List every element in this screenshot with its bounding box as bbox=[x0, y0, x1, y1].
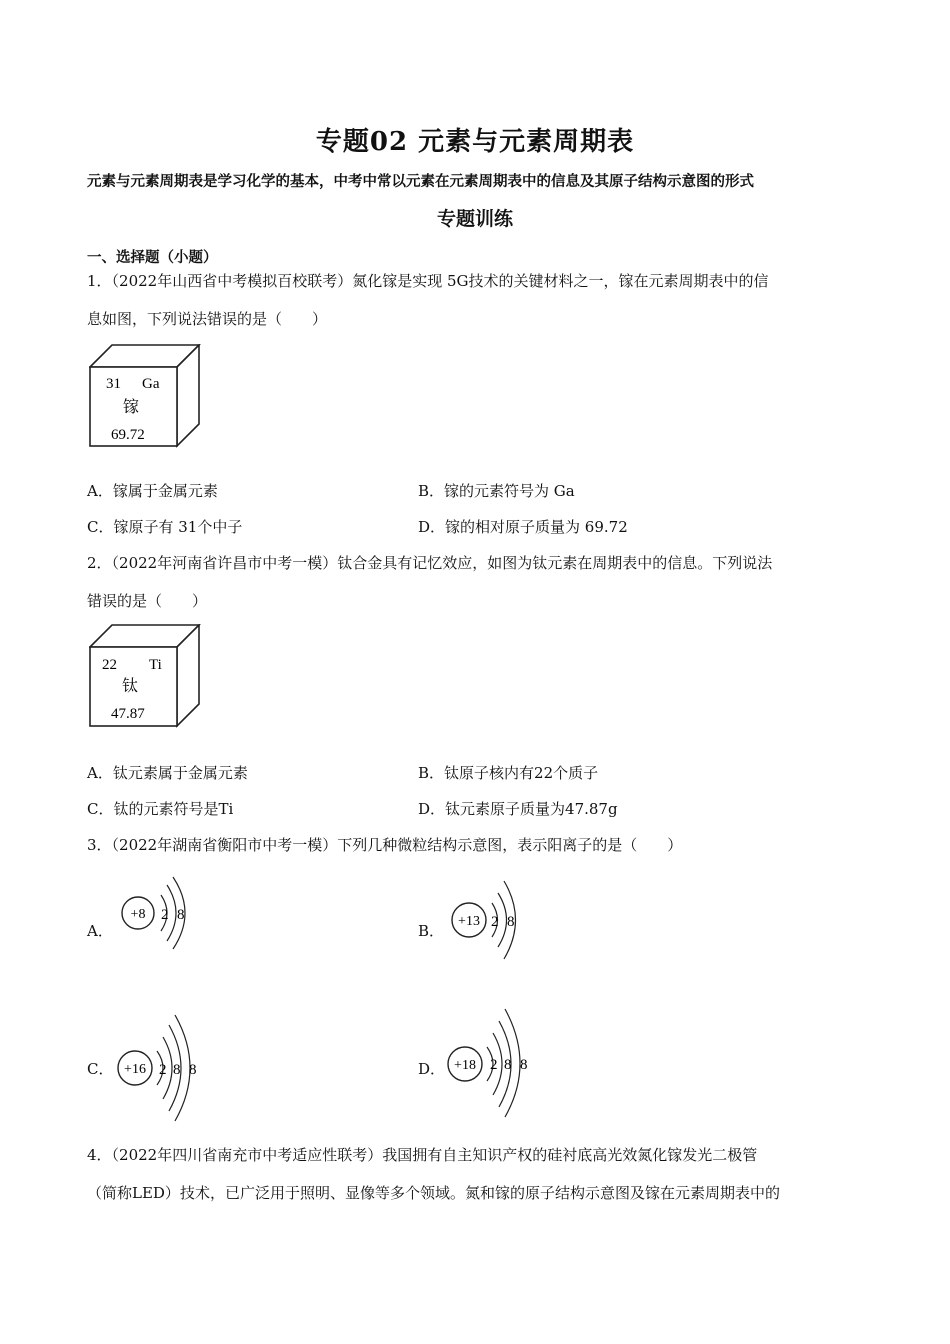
question-2-option-b: B．钛原子核内有22个质子 bbox=[418, 764, 599, 782]
atom-diagram-c bbox=[115, 1013, 215, 1123]
question-2-line-1: 2．（2022年河南省许昌市中考一模）钛合金具有记忆效应，如图为钛元素在周期表中的信息。下列说法 bbox=[87, 554, 773, 572]
atom-d-label: D． bbox=[418, 1060, 446, 1078]
shell-1-count: 2 bbox=[159, 1062, 167, 1078]
element-name: 镓 bbox=[123, 397, 140, 416]
section-heading: 一、选择题（小题） bbox=[87, 249, 218, 266]
intro-text: 元素与元素周期表是学习化学的基本，中考中常以元素在元素周期表中的信息及其原子结构示意图的形式 bbox=[87, 173, 754, 190]
question-3-line-1: 3．（2022年湖南省衡阳市中考一模）下列几种微粒结构示意图，表示阳离子的是（ ） bbox=[87, 836, 683, 854]
atom-diagram-d bbox=[446, 1006, 546, 1118]
element-name: 钛 bbox=[122, 676, 139, 695]
shell-1-count: 2 bbox=[491, 914, 499, 930]
shell-2-count: 8 bbox=[173, 1062, 181, 1078]
shell-1-count: 2 bbox=[490, 1057, 498, 1073]
atom-a-label: A． bbox=[87, 922, 113, 940]
question-2-option-d: D．钛元素原子质量为47.87g bbox=[418, 800, 618, 818]
shell-1-count: 2 bbox=[161, 907, 169, 923]
nucleus-charge: +16 bbox=[124, 1062, 146, 1077]
question-4-line-2: （简称LED）技术，已广泛用于照明、显像等多个领域。氮和镓的原子结构示意图及镓在元素周期表中的 bbox=[87, 1184, 780, 1202]
question-1-line-2: 息如图，下列说法错误的是（ ） bbox=[87, 310, 328, 328]
atom-diagram-a bbox=[115, 873, 195, 957]
question-1-option-d: D．镓的相对原子质量为 69.72 bbox=[418, 518, 628, 536]
question-1-option-b: B．镓的元素符号为 Ga bbox=[418, 482, 575, 500]
element-number: 22 bbox=[102, 657, 117, 673]
element-cube-titanium bbox=[89, 624, 201, 730]
element-symbol: Ti bbox=[149, 657, 162, 673]
element-mass: 47.87 bbox=[111, 706, 145, 722]
shell-3-count: 8 bbox=[520, 1057, 528, 1073]
question-1-option-a: A．镓属于金属元素 bbox=[87, 482, 218, 500]
shell-2-count: 8 bbox=[507, 914, 515, 930]
shell-3-count: 8 bbox=[189, 1062, 197, 1078]
nucleus-charge: +13 bbox=[458, 914, 480, 929]
shell-2-count: 8 bbox=[504, 1057, 512, 1073]
element-symbol: Ga bbox=[142, 376, 160, 392]
nucleus-charge: +8 bbox=[130, 907, 146, 922]
page-title: 专题02 元素与元素周期表 bbox=[315, 127, 635, 157]
question-2-option-c: C．钛的元素符号是Ti bbox=[87, 800, 234, 818]
question-1-line-1: 1．（2022年山西省中考模拟百校联考）氮化镓是实现 5G技术的关键材料之一，镓在元素周期表中的信 bbox=[87, 272, 769, 290]
shell-2-count: 8 bbox=[177, 907, 185, 923]
atom-b-label: B． bbox=[418, 922, 445, 940]
atom-diagram-b bbox=[447, 877, 527, 961]
page-subtitle: 专题训练 bbox=[436, 208, 513, 230]
question-1-option-c: C．镓原子有 31个中子 bbox=[87, 518, 243, 536]
element-number: 31 bbox=[106, 376, 121, 392]
question-4-line-1: 4．（2022年四川省南充市中考适应性联考）我国拥有自主知识产权的硅衬底高光效氮化镓发光二极管 bbox=[87, 1146, 758, 1164]
nucleus-charge: +18 bbox=[454, 1058, 476, 1073]
atom-c-label: C． bbox=[87, 1060, 114, 1078]
element-cube-gallium bbox=[89, 344, 201, 450]
element-mass: 69.72 bbox=[111, 427, 145, 443]
question-2-option-a: A．钛元素属于金属元素 bbox=[87, 764, 248, 782]
question-2-line-2: 错误的是（ ） bbox=[87, 592, 208, 610]
